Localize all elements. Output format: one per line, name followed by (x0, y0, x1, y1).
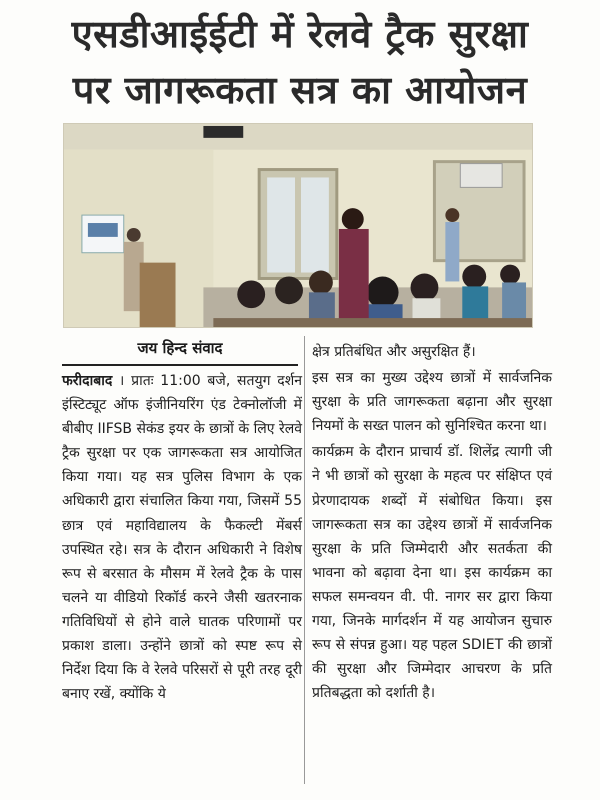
paragraph-text: । प्रातः 11:00 बजे, सतयुग दर्शन इंस्टिट्यूट ऑफ इंजीनियरिंग एंड टेक्नोलॉजी में बीबीए IIFSB सेकंड इयर के छात्रों के लिए रेलवे ट्रैक सुरक्षा पर एक जागरूकता सत्र आयोजित किया गया। यह सत्र पुलिस विभाग के एक अधिकारी द्वारा संचालित किया गया, जिसमें 55 छात्र एवं महाविद्यालय के फैकल्टी मेंबर्स उपस्थित रहे। सत्र के दौरान अधिकारी ने विशेष रूप से बरसात के मौसम में रेलवे ट्रैक के पास चलने या वीडियो रिकॉर्ड करने जैसी खतरनाक गतिविधियों से होने वाले घातक परिणामों पर प्रकाश डाला। उन्होंने छात्रों को स्पष्ट रूप से निर्देश दिया कि वे रेलवे परिसरों से पूरी तरह दूरी बनाए रखें, क्योंकि ये (62, 373, 302, 703)
article-photo (63, 123, 533, 328)
classroom-photo (64, 124, 532, 327)
headline-line-2: पर जागरूकता सत्र का आयोजन (72, 68, 528, 112)
dateline: फरीदाबाद (62, 373, 113, 389)
paragraph: इस सत्र का मुख्य उद्देश्य छात्रों में सार्वजनिक सुरक्षा के प्रति जागरूकता बढ़ाना और सुरक्षा नियमों के सख्त पालन को सुनिश्चित करना था। (312, 370, 552, 435)
byline: जय हिन्द संवाद (62, 338, 298, 366)
article-headline (0, 6, 600, 118)
paragraph: कार्यक्रम के दौरान प्राचार्य डॉ. शिलेंद्र त्यागी जी ने भी छात्रों को सुरक्षा के महत्व पर संक्षिप्त एवं प्रेरणादायक शब्दों में संबोधित किया। इस जागरूकता सत्र का उद्देश्य छात्रों में सार्वजनिक सुरक्षा के प्रति जिम्मेदारी और सतर्कता की भावना को बढ़ावा देना था। इस कार्यक्रम का सफल समन्वयन वी. पी. नागर सर द्वारा किया गया, जिनके मार्गदर्शन में यह आयोजन सुचारु रूप से संपन्न हुआ। यह पहल SDIET की छात्रों की सुरक्षा और जिम्मेदार आचरण के प्रति प्रतिबद्धता को दर्शाती है। (312, 444, 552, 702)
paragraph (62, 369, 302, 706)
article-column-right (312, 340, 552, 707)
article-column-left (62, 369, 302, 708)
column-divider (304, 336, 305, 784)
paragraph: क्षेत्र प्रतिबंधित और असुरक्षित हैं। (312, 344, 476, 360)
headline-line-1: एसडीआईईटी में रेलवे ट्रैक सुरक्षा (71, 12, 529, 56)
